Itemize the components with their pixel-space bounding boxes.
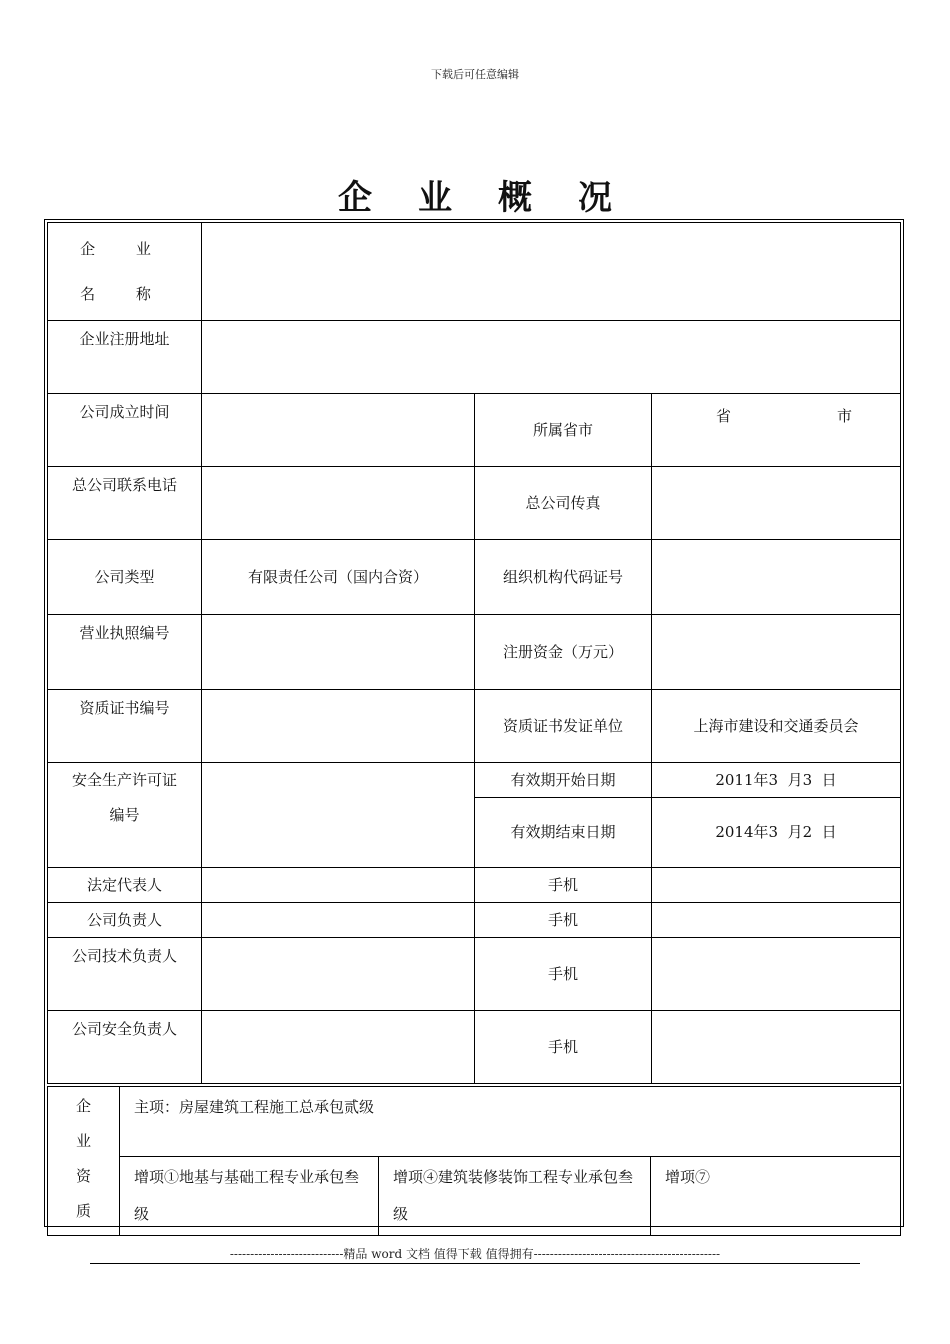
label-company-head: 公司负责人 xyxy=(48,903,202,938)
field-valid-end[interactable]: 2014年3 月2 日 xyxy=(652,798,901,868)
overview-table xyxy=(47,222,901,1084)
field-company-type[interactable]: 有限责任公司（国内合资） xyxy=(202,540,475,615)
field-province-city[interactable] xyxy=(652,394,901,467)
field-tech-head[interactable] xyxy=(202,938,475,1011)
page-title: 企业概况 xyxy=(338,178,658,218)
field-org-code[interactable] xyxy=(652,540,901,615)
field-safety-permit[interactable] xyxy=(202,763,475,868)
label-hq-fax: 总公司传真 xyxy=(475,467,652,540)
field-add-item-4[interactable]: 增项④建筑装修装饰工程专业承包叁级 xyxy=(379,1157,651,1236)
label-safety-head: 公司安全负责人 xyxy=(48,1011,202,1084)
label-qual-cert-no: 资质证书编号 xyxy=(48,690,202,763)
footer-note: ----------------------------精品 word 文档 值得下载 值得拥有---------------------------------------------- xyxy=(229,1247,721,1261)
field-safety-head[interactable] xyxy=(202,1011,475,1084)
qualification-table xyxy=(47,1086,901,1236)
field-mobile-tech[interactable] xyxy=(652,938,901,1011)
label-hq-phone: 总公司联系电话 xyxy=(48,467,202,540)
field-founded[interactable] xyxy=(202,394,475,467)
label-valid-end: 有效期结束日期 xyxy=(475,798,652,868)
field-mobile-head[interactable] xyxy=(652,903,901,938)
label-reg-capital: 注册资金（万元） xyxy=(475,615,652,690)
label-mobile-legal: 手机 xyxy=(475,868,652,903)
label-valid-start: 有效期开始日期 xyxy=(475,763,652,798)
label-founded: 公司成立时间 xyxy=(48,394,202,467)
field-company-name[interactable] xyxy=(202,223,901,321)
province-label: 省 xyxy=(716,407,732,425)
label-company-type: 公司类型 xyxy=(48,540,202,615)
field-valid-start[interactable]: 2011年3 月3 日 xyxy=(652,763,901,798)
field-qual-cert-issuer[interactable]: 上海市建设和交通委员会 xyxy=(652,690,901,763)
company-overview-form xyxy=(44,219,904,1227)
label-safety-permit: 安全生产许可证 编号 xyxy=(48,763,202,868)
city-label: 市 xyxy=(836,407,852,425)
label-mobile-safety: 手机 xyxy=(475,1011,652,1084)
field-legal-rep[interactable] xyxy=(202,868,475,903)
field-reg-capital[interactable] xyxy=(652,615,901,690)
field-mobile-legal[interactable] xyxy=(652,868,901,903)
field-add-item-7[interactable]: 增项⑦ xyxy=(651,1157,901,1236)
field-business-license[interactable] xyxy=(202,615,475,690)
label-legal-rep: 法定代表人 xyxy=(48,868,202,903)
field-reg-address[interactable] xyxy=(202,321,901,394)
label-business-license: 营业执照编号 xyxy=(48,615,202,690)
field-mobile-safety[interactable] xyxy=(652,1011,901,1084)
field-hq-fax[interactable] xyxy=(652,467,901,540)
label-qualification: 企 业 资 质 xyxy=(48,1087,120,1236)
field-company-head[interactable] xyxy=(202,903,475,938)
label-province-city: 所属省市 xyxy=(475,394,652,467)
field-qual-cert-no[interactable] xyxy=(202,690,475,763)
label-mobile-tech: 手机 xyxy=(475,938,652,1011)
field-main-qualification[interactable]: 主项：房屋建筑工程施工总承包贰级 xyxy=(120,1087,901,1157)
footer-divider xyxy=(90,1263,860,1264)
label-qual-cert-issuer: 资质证书发证单位 xyxy=(475,690,652,763)
label-tech-head: 公司技术负责人 xyxy=(48,938,202,1011)
label-mobile-head: 手机 xyxy=(475,903,652,938)
label-org-code: 组织机构代码证号 xyxy=(475,540,652,615)
field-hq-phone[interactable] xyxy=(202,467,475,540)
label-reg-address: 企业注册地址 xyxy=(48,321,202,394)
field-add-item-1[interactable]: 增项①地基与基础工程专业承包叁级 xyxy=(120,1157,379,1236)
label-company-name: 企 业 名 称 xyxy=(48,223,202,321)
header-note: 下载后可任意编辑 xyxy=(431,68,519,81)
